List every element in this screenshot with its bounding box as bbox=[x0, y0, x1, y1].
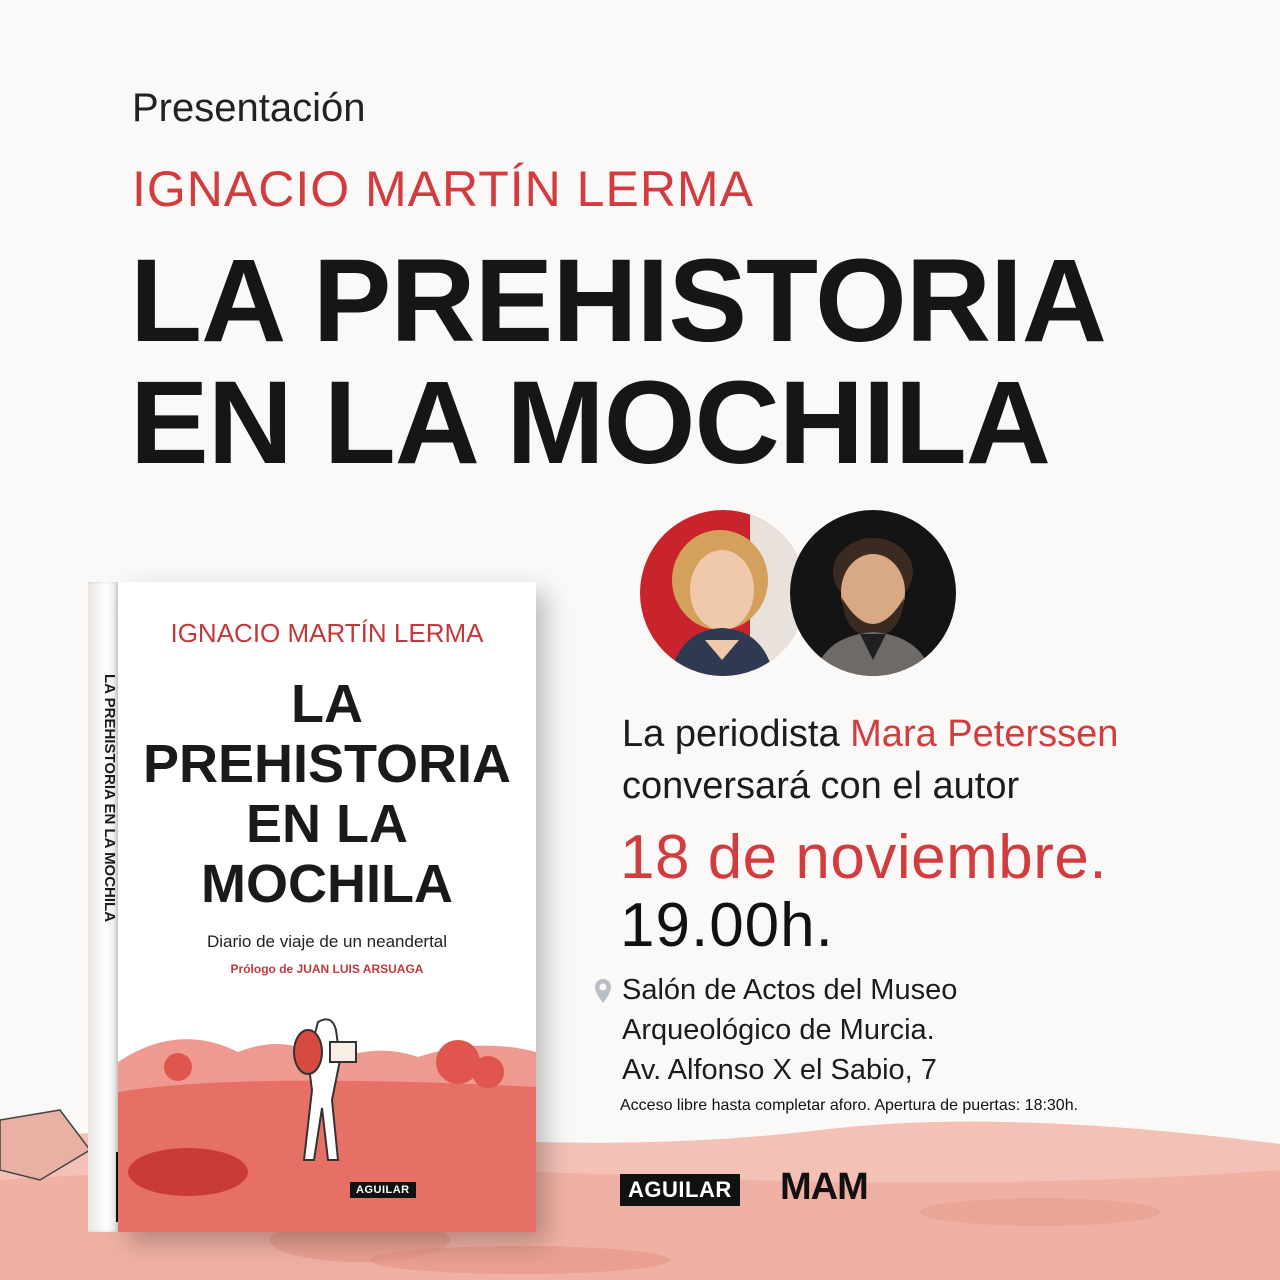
kicker-label: Presentación bbox=[132, 86, 366, 130]
aguilar-logo: AGUILAR bbox=[620, 1174, 740, 1206]
event-time: 19.00h. bbox=[620, 891, 834, 960]
author-name: IGNACIO MARTÍN LERMA bbox=[132, 161, 754, 217]
mam-logo: MAM bbox=[780, 1166, 868, 1208]
cover-author: IGNACIO MARTÍN LERMA bbox=[170, 618, 484, 648]
cover-title-line: EN LA bbox=[246, 794, 408, 854]
spine-title: LA PREHISTORIA EN LA MOCHILA bbox=[101, 674, 118, 923]
venue-line-2: Arqueológico de Murcia. bbox=[622, 1014, 935, 1046]
book-cover-image bbox=[88, 582, 538, 1242]
cover-subtitle: Diario de viaje de un neandertal bbox=[206, 932, 448, 951]
venue-line-1: Salón de Actos del Museo bbox=[622, 974, 958, 1006]
cover-illustration bbox=[118, 982, 536, 1232]
intro-prefix: La periodista bbox=[622, 713, 851, 755]
journalist-avatar bbox=[640, 510, 806, 676]
title-line-1: LA PREHISTORIA bbox=[130, 235, 1106, 367]
cover-title-line: LA bbox=[291, 674, 363, 734]
cover-title bbox=[118, 674, 536, 914]
event-date: 18 de noviembre. bbox=[620, 823, 1108, 892]
venue-line-3: Av. Alfonso X el Sabio, 7 bbox=[622, 1054, 937, 1086]
cover-title-line: PREHISTORIA bbox=[142, 734, 512, 794]
event-intro bbox=[622, 708, 1118, 812]
intro-line-2: conversará con el autor bbox=[622, 765, 1020, 807]
access-note: Acceso libre hasta completar aforo. Apertura de puertas: 18:30h. bbox=[620, 1097, 1079, 1114]
book-spine bbox=[88, 582, 118, 1232]
event-venue bbox=[622, 970, 957, 1090]
author-avatar bbox=[790, 510, 956, 676]
journalist-name: Mara Peterssen bbox=[850, 713, 1119, 755]
cover-title-line: MOCHILA bbox=[201, 854, 453, 914]
event-title bbox=[130, 235, 1106, 489]
cover-publisher-logo: AGUILAR bbox=[350, 1182, 416, 1198]
book-front-cover bbox=[118, 582, 536, 1232]
title-line-2: EN LA MOCHILA bbox=[130, 357, 1050, 489]
cover-prologue: Prólogo de JUAN LUIS ARSUAGA bbox=[230, 962, 424, 976]
location-pin-icon bbox=[594, 978, 612, 1004]
intro-line-1 bbox=[622, 708, 1118, 760]
